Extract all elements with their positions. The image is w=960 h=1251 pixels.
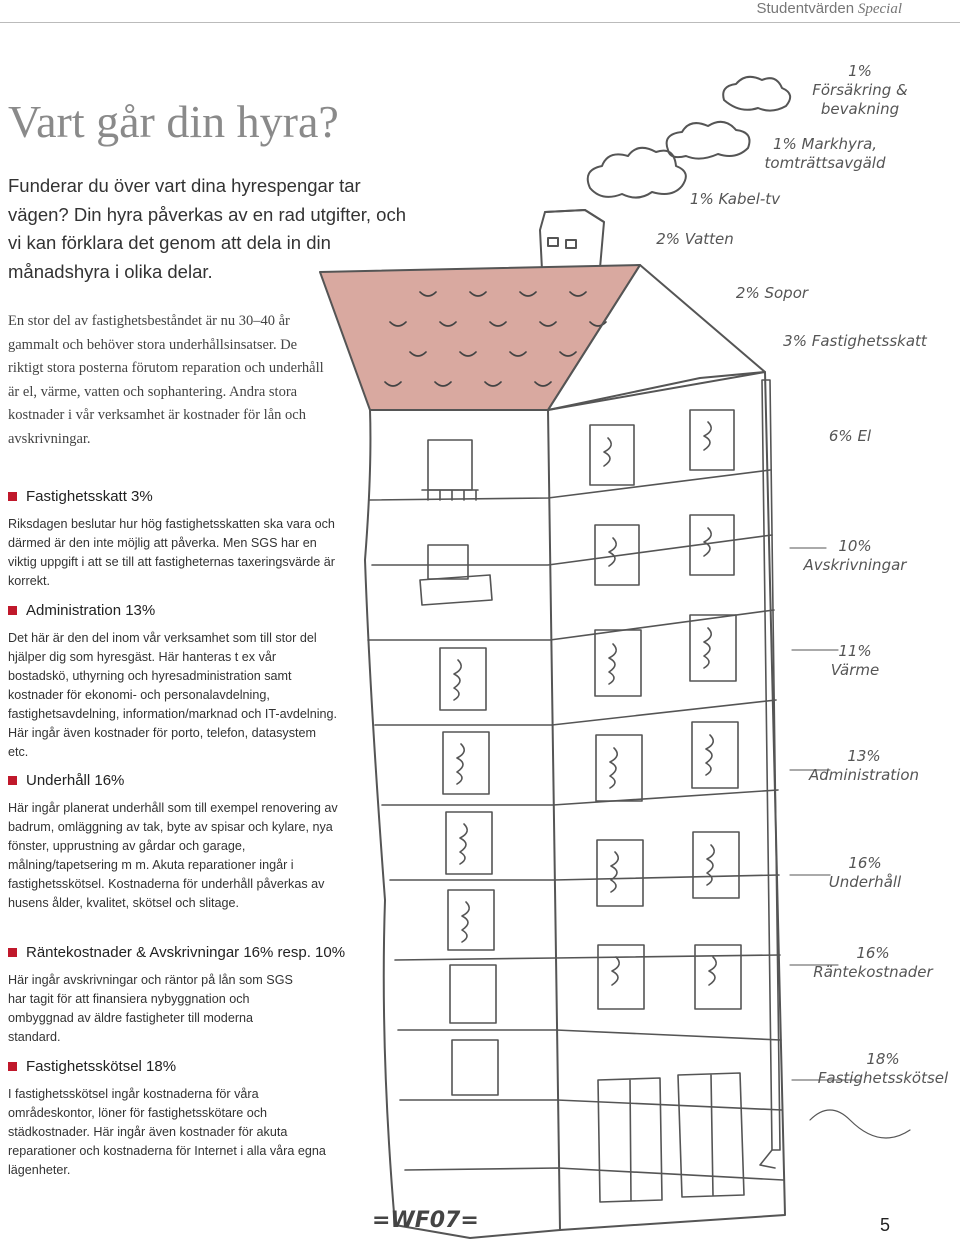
grass-scribble xyxy=(810,1110,910,1138)
label-pct: 16% xyxy=(848,854,882,872)
label-pct: 11% xyxy=(838,642,872,660)
page-title: Vart går din hyra? xyxy=(8,96,339,147)
label-pct: 1% xyxy=(848,62,872,80)
label-name: Administration xyxy=(808,766,920,784)
label-name: Underhåll xyxy=(828,873,902,891)
drain-pipe xyxy=(760,380,780,1168)
lead-paragraph: En stor del av fastighetsbeståndet är nu 30–40 år gammalt och behöver stora underhållsinsatser. De riktigt stora posterna förutom reparation och underhåll är el, värme, vatten och sophantering. Andra stora kostnader i vår verksamhet är kostnader för lån och avskrivningar. xyxy=(8,313,324,447)
entrance-doors xyxy=(598,1073,744,1202)
label-fastighetsskotsel xyxy=(808,1050,958,1088)
intro-paragraph: Funderar du över vart dina hyrespengar tar vägen? Din hyra påverkas av en rad utgifter, och vi kan förklara det genom att dela in din månadshyra i olika delar. xyxy=(8,175,406,282)
label-avskrivningar xyxy=(795,537,915,575)
section-heading-text: Räntekostnader & Avskrivningar 16% resp. 10% xyxy=(26,944,346,961)
label-name: Fastighetsskötsel xyxy=(817,1069,949,1087)
label-name: Avskrivningar xyxy=(803,556,907,574)
chimney xyxy=(540,210,604,270)
header-brand-b: värden xyxy=(808,0,855,17)
label-pct: 13% xyxy=(847,747,881,765)
label-underhall xyxy=(815,854,915,892)
label-el: 6% El xyxy=(828,427,872,445)
label-pct: 18% xyxy=(866,1050,900,1068)
section-body: I fastighetsskötsel ingår kostnaderna för våra områdeskontor, löner för fastighetsskötare och städkostnader. Här ingår även kostnader för akuta reparationer och kostnaderna för Internet i alla våra egna lägenheter. xyxy=(8,1087,326,1177)
label-vatten: 2% Vatten xyxy=(656,230,734,248)
label-fastighetsskatt: 3% Fastighetsskatt xyxy=(783,332,927,350)
front-windows xyxy=(440,648,498,1095)
label-rantekostnader xyxy=(808,944,938,982)
header-brand-a: Student xyxy=(756,0,809,17)
side-windows xyxy=(590,410,741,1009)
label-administration xyxy=(800,747,928,785)
section-body: Det här är den del inom vår verksamhet som till stor del hjälper dig som hyresgäst. Här hanteras t ex vår bostadskö, uthyrning och hyresadministration samt kostnader för ekonomi- och personalavdelning, fastighetsavdelning, information/marknad och IT-avdelning. Här ingår även kostnader för porto, telefon, datasystem etc. xyxy=(8,631,338,759)
section-body: Riksdagen beslutar hur hög fastighetsskatten ska vara och därmed är den inte möjlig att påverka. Men SGS har en viktig uppgift i att se till att fastigheternas taxeringsvärde är korrekt. xyxy=(8,517,335,588)
label-sopor: 2% Sopor xyxy=(735,284,809,302)
front-facade xyxy=(365,410,560,1238)
section-heading-text: Fastighetsskatt 3% xyxy=(26,488,153,505)
label-pct: 16% xyxy=(856,944,890,962)
section-heading-text: Underhåll 16% xyxy=(26,772,125,789)
section-body: Här ingår planerat underhåll som till exempel renovering av badrum, omläggning av tak, byte av spisar och kylare, nya fönster, upprustning av gårdar och garage, målning/tapetsering m m. Akuta reparationer ingår i fastighetsskötsel. Kostnaderna för underhåll påverkas av husens ålder, kvalitet, skötsel och slitage. xyxy=(8,801,338,910)
roof xyxy=(320,265,640,410)
label-pct: 10% xyxy=(838,537,872,555)
section-body: Här ingår avskrivningar och räntor på lån som SGS har tagit för att finansiera nybyggnation och ombyggnad av äldre fastigheter till moderna standard. xyxy=(8,973,293,1044)
label-name: Värme xyxy=(830,661,880,679)
label-name: tomträttsavgäld xyxy=(764,154,886,172)
label-name: Försäkring & bevakning xyxy=(812,81,908,118)
label-markhyra xyxy=(755,135,895,173)
section-heading-text: Administration 13% xyxy=(26,602,156,619)
label-kabel-tv: 1% Kabel-tv xyxy=(689,190,781,208)
balcony xyxy=(420,440,492,605)
label-pct: 1% Markhyra, xyxy=(772,135,878,153)
header-brand-c: Special xyxy=(857,1,902,17)
leader-lines xyxy=(790,548,860,1080)
label-forsakring xyxy=(800,62,920,119)
artist-signature: =WF07= xyxy=(372,1208,479,1233)
section-heading-text: Fastighetsskötsel 18% xyxy=(26,1058,177,1075)
label-name: Räntekostnader xyxy=(813,963,933,981)
page-number: 5 xyxy=(880,1215,891,1235)
label-varme xyxy=(815,642,895,680)
